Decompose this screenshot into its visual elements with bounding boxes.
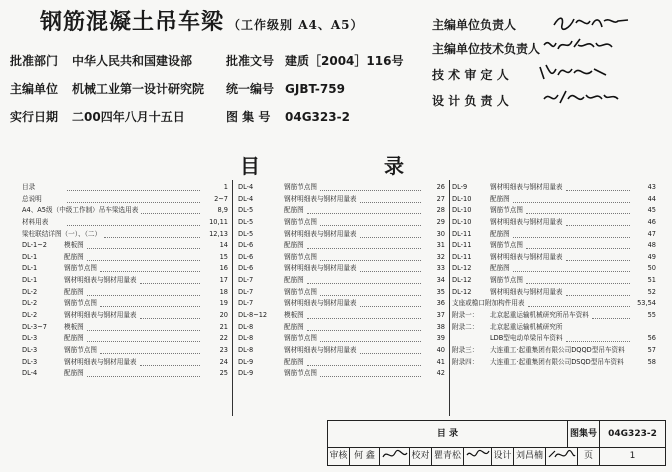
- toc-entry[interactable]: [452, 263, 656, 275]
- toc-entry-code: DL-8: [238, 322, 254, 331]
- toc-entry-title: 模板图: [64, 241, 84, 250]
- toc-leader-dots: [87, 368, 200, 377]
- toc-entry-title: 配筋图: [490, 194, 510, 203]
- toc-leader-dots: [592, 310, 630, 319]
- toc-leader-dots: [320, 333, 421, 342]
- toc-entry-code: DL-1: [22, 252, 38, 261]
- toc-entry[interactable]: [22, 252, 228, 264]
- toc-entry-code: DL-6: [238, 241, 254, 250]
- toc-entry-title: 钢筋节点图: [284, 369, 317, 378]
- toc-entry-code: DL-10: [452, 194, 472, 203]
- toc-leader-dots: [526, 240, 630, 249]
- toc-entry-page: 10,11: [209, 217, 228, 226]
- toc-entry-title: 钢材明细表与钢材用量表: [490, 183, 563, 191]
- toc-entry[interactable]: [238, 333, 445, 345]
- toc-entry-page: 29: [436, 217, 445, 226]
- toc-column-1: [22, 182, 228, 380]
- toc-entry-code: DL-7: [238, 287, 254, 296]
- toc-entry-code: DL-10: [452, 217, 472, 226]
- toc-entry-page: 2~7: [214, 194, 228, 203]
- toc-entry[interactable]: [22, 333, 228, 345]
- toc-leader-dots: [87, 322, 200, 331]
- toc-entry-title: 北京起重运输机械研究所: [490, 322, 563, 331]
- toc-leader-dots: [566, 217, 630, 226]
- toc-entry-page: 41: [436, 357, 445, 366]
- toc-leader-dots: [320, 368, 421, 377]
- toc-entry-code: DL-4: [238, 183, 254, 191]
- toc-entry-page: 28: [436, 206, 445, 215]
- toc-entry-title: 钢材明细表与钢材用量表: [284, 264, 357, 273]
- design-signature-mark: [547, 447, 577, 463]
- toc-column-3: [452, 182, 656, 368]
- info-approval-dept: 批准部门 中华人民共和国建设部: [10, 54, 193, 68]
- toc-entry-page: 58: [647, 357, 656, 366]
- toc-leader-dots: [320, 182, 421, 191]
- toc-entry-code: DL-4: [22, 369, 38, 378]
- toc-entry-code: DL-8: [238, 345, 254, 354]
- toc-entry-page: 30: [436, 229, 445, 238]
- toc-entry-title: 钢筋节点图: [490, 241, 523, 250]
- toc-entry-code: DL-2: [22, 311, 38, 320]
- toc-entry[interactable]: [22, 298, 228, 310]
- toc-entry-page: 32: [436, 252, 445, 261]
- toc-entry-code: 附录四：: [452, 357, 479, 366]
- toc-entry-code: DL-1: [22, 276, 38, 285]
- toc-leader-dots: [67, 217, 200, 226]
- toc-entry-page: 18: [219, 287, 228, 296]
- toc-entry-code: DL-2: [22, 299, 38, 308]
- toc-leader-dots: [307, 357, 421, 366]
- review-signature-mark: [381, 447, 409, 463]
- toc-entry[interactable]: [238, 263, 445, 275]
- toc-leader-dots: [87, 252, 200, 261]
- title-block-design-signature: [546, 447, 578, 465]
- toc-leader-dots: [360, 229, 421, 238]
- toc-entry-code: DL-1~2: [22, 241, 47, 250]
- toc-entry-code: DL-3~7: [22, 322, 47, 331]
- toc-entry-code: DL-8~12: [238, 311, 268, 320]
- toc-entry-page: 12,13: [209, 229, 228, 238]
- toc-entry[interactable]: [238, 240, 445, 252]
- toc-leader-dots: [87, 240, 200, 249]
- toc-entry-code: DL-8: [238, 334, 254, 343]
- toc-entry[interactable]: [452, 240, 656, 252]
- toc-entry[interactable]: [238, 194, 445, 206]
- toc-entry-page: 22: [219, 334, 228, 343]
- toc-entry-page: 49: [647, 252, 656, 261]
- toc-entry[interactable]: [22, 322, 228, 334]
- toc-entry-page: 17: [219, 276, 228, 285]
- toc-entry-title: 配筋图: [64, 252, 84, 261]
- toc-entry-title: LDB型电动单梁吊车资料: [490, 334, 563, 343]
- toc-entry-title: 模板图: [284, 311, 304, 320]
- toc-entry[interactable]: [452, 275, 656, 287]
- signature-tech-chief: [540, 35, 618, 57]
- toc-leader-dots: [513, 194, 630, 203]
- title-block-design-label: 设计: [492, 447, 514, 465]
- toc-leader-dots: [360, 345, 421, 354]
- toc-entry[interactable]: [452, 205, 656, 217]
- toc-entry[interactable]: [238, 357, 445, 369]
- toc-entry-page: 27: [436, 194, 445, 203]
- toc-entry-title: 配筋图: [64, 334, 84, 343]
- toc-entry-title: 大连重工·起重集团有限公司DQQD型吊车资料: [490, 345, 625, 354]
- toc-leader-dots: [528, 298, 630, 307]
- toc-entry-code: 目录: [22, 183, 36, 191]
- toc-entry-code: DL-4: [238, 194, 254, 203]
- info-unified-no: 统一编号 GJBT-759: [226, 82, 345, 96]
- title-block-check-signature: [464, 447, 492, 465]
- toc-entry[interactable]: [22, 310, 228, 322]
- toc-leader-dots: [566, 182, 630, 191]
- toc-entry-title: 配筋图: [64, 369, 84, 378]
- toc-entry[interactable]: [452, 333, 656, 345]
- toc-leader-dots: [307, 275, 421, 284]
- toc-entry[interactable]: [22, 182, 228, 194]
- toc-entry[interactable]: [452, 252, 656, 264]
- toc-entry-title: 配筋图: [490, 264, 510, 273]
- toc-leader-dots: [526, 205, 630, 214]
- toc-entry-title: 钢材明细表与钢材用量表: [490, 217, 563, 226]
- toc-entry-page: 34: [436, 276, 445, 285]
- toc-leader-dots: [104, 229, 200, 238]
- toc-leader-dots: [320, 252, 421, 261]
- toc-entry-page: 55: [647, 311, 656, 320]
- toc-entry-title: 钢筋节点图: [284, 287, 317, 296]
- toc-entry-title: 钢材明细表与钢材用量表: [284, 345, 357, 354]
- toc-entry-title: 钢筋节点图: [64, 345, 97, 354]
- toc-leader-dots: [100, 345, 200, 354]
- toc-heading-left: 目: [240, 154, 260, 178]
- toc-entry-page: 37: [436, 311, 445, 320]
- responsible-design-lead: 设 计 负 责 人: [432, 92, 509, 110]
- toc-entry-title: 配筋图: [490, 229, 510, 238]
- toc-entry-code: DL-1: [22, 264, 38, 273]
- title-block-review-signature: [380, 447, 410, 465]
- toc-entry-code: 附录二：: [452, 322, 479, 331]
- signature-chief: [552, 11, 630, 33]
- toc-entry-title: 钢筋节点图: [490, 206, 523, 215]
- toc-entry[interactable]: [452, 182, 656, 194]
- toc-entry-code: DL-6: [238, 252, 254, 261]
- toc-leader-dots: [307, 205, 421, 214]
- signature-tech-reviewer: [536, 61, 614, 83]
- toc-entry-page: 50: [647, 264, 656, 273]
- toc-entry-page: 57: [647, 345, 656, 354]
- toc-leader-dots: [307, 322, 421, 331]
- toc-entry-page: 19: [219, 299, 228, 308]
- toc-entry-page: 26: [436, 183, 445, 191]
- toc-entry-page: 35: [436, 287, 445, 296]
- toc-entry[interactable]: [22, 275, 228, 287]
- toc-entry-page: 42: [436, 369, 445, 378]
- toc-entry-code: DL-11: [452, 241, 472, 250]
- toc-leader-dots: [320, 287, 421, 296]
- toc-leader-dots: [566, 333, 630, 342]
- toc-entry-title: 配筋图: [284, 206, 304, 215]
- toc-entry-title: 钢筋节点图: [284, 252, 317, 261]
- toc-entry[interactable]: [238, 287, 445, 299]
- toc-entry-page: 44: [647, 194, 656, 203]
- toc-leader-dots: [67, 182, 200, 191]
- toc-entry[interactable]: [22, 368, 228, 380]
- toc-entry-code: 附录三：: [452, 345, 479, 354]
- toc-entry-code: DL-3: [22, 345, 38, 354]
- toc-entry-title: 配筋图: [64, 287, 84, 296]
- toc-entry-title: 钢材明细表与钢材用量表: [284, 229, 357, 238]
- toc-entry[interactable]: [22, 357, 228, 369]
- toc-entry[interactable]: [22, 287, 228, 299]
- signature-design-lead: [542, 87, 620, 109]
- toc-leader-dots: [566, 287, 630, 296]
- toc-entry-title: 配筋图: [284, 276, 304, 285]
- toc-entry-page: 15: [219, 252, 228, 261]
- toc-entry-code: DL-6: [238, 264, 254, 273]
- toc-entry-page: 16: [219, 264, 228, 273]
- toc-entry-code: DL-12: [452, 264, 472, 273]
- toc-entry[interactable]: [238, 298, 445, 310]
- title-block-check-label: 校对: [410, 447, 432, 465]
- toc-entry-code: 总说明: [22, 194, 42, 203]
- toc-entry-title: 北京起重运输机械研究所吊车资料: [490, 311, 589, 320]
- toc-leader-dots: [513, 229, 630, 238]
- toc-entry[interactable]: [22, 229, 228, 241]
- toc-entry-page: 23: [219, 345, 228, 354]
- title-block-page-label: 页: [578, 447, 600, 465]
- responsible-tech-reviewer: 技 术 审 定 人: [432, 66, 509, 84]
- toc-entry[interactable]: [238, 368, 445, 380]
- toc-leader-dots: [360, 263, 421, 272]
- toc-entry-code: 附录一：: [452, 311, 479, 320]
- toc-entry-title: 配筋图: [284, 322, 304, 331]
- toc-entry-title: 钢材明细表与钢材用量表: [64, 311, 137, 320]
- toc-entry-page: 46: [647, 217, 656, 226]
- toc-leader-dots: [320, 217, 421, 226]
- toc-entry-title: 钢筋节点图: [284, 217, 317, 226]
- title-block-title: 目 录: [328, 421, 568, 447]
- toc-entry-page: 33: [436, 264, 445, 273]
- toc-entry[interactable]: [238, 322, 445, 334]
- toc-entry[interactable]: [238, 217, 445, 229]
- toc-entry[interactable]: [238, 275, 445, 287]
- toc-entry-code: DL-12: [452, 287, 472, 296]
- info-effective-date: 实行日期 二00四年八月十五日: [10, 110, 185, 124]
- title-block-page-no: 1: [629, 451, 636, 461]
- toc-entry-code: DL-7: [238, 299, 254, 308]
- toc-entry-code: DL-9: [238, 357, 254, 366]
- toc-entry-page: 43: [647, 183, 656, 191]
- responsible-chief: 主编单位负责人: [432, 16, 516, 34]
- toc-entry-title: 钢筋节点图: [64, 299, 97, 308]
- toc-entry-page: 24: [219, 357, 228, 366]
- toc-leader-dots: [87, 287, 200, 296]
- toc-entry[interactable]: [238, 345, 445, 357]
- toc-heading-right: 录: [384, 154, 404, 178]
- toc-entry[interactable]: [238, 252, 445, 264]
- toc-entry[interactable]: [452, 287, 656, 299]
- toc-leader-dots: [140, 275, 200, 284]
- toc-leader-dots: [67, 194, 200, 203]
- toc-entry-code: DL-11: [452, 229, 472, 238]
- title-block-check-name: 瞿青松: [432, 447, 464, 465]
- toc-entry-code: DL-10: [452, 206, 472, 215]
- toc-leader-dots: [307, 310, 421, 319]
- toc-entry-page: 25: [219, 369, 228, 378]
- toc-entry[interactable]: [452, 345, 656, 357]
- toc-leader-dots: [360, 298, 421, 307]
- toc-entry-page: 53,54: [637, 299, 656, 308]
- toc-entry[interactable]: [238, 182, 445, 194]
- info-atlas-no: 图 集 号 04G323-2: [226, 110, 350, 124]
- toc-entry-page: 21: [219, 322, 228, 331]
- title-block-atlas-label: 图集号: [568, 421, 600, 447]
- toc-entry-page: 1: [223, 183, 228, 191]
- toc-entry-title: 配筋图: [284, 241, 304, 250]
- title-block-review-label: 审核: [328, 447, 350, 465]
- toc-entry-title: 钢材明细表与钢材用量表: [64, 357, 137, 366]
- toc-entry-code: DL-7: [238, 276, 254, 285]
- toc-entry-title: 钢材明细表与钢材用量表: [490, 252, 563, 261]
- toc-entry-code: DL-3: [22, 334, 38, 343]
- toc-entry-page: 14: [219, 241, 228, 250]
- toc-entry-page: 8,9: [217, 206, 228, 215]
- toc-leader-dots: [141, 205, 200, 214]
- toc-entry-page: 38: [436, 322, 445, 331]
- toc-entry[interactable]: [238, 229, 445, 241]
- toc-leader-dots: [100, 263, 200, 272]
- toc-entry-title: 钢筋节点图: [64, 264, 97, 273]
- toc-entry[interactable]: [22, 345, 228, 357]
- toc-entry[interactable]: [238, 205, 445, 217]
- toc-entry[interactable]: [452, 298, 656, 310]
- toc-entry-code: DL-9: [452, 183, 468, 191]
- atlas-subtitle: （工作级别 A4、A5）: [228, 18, 364, 32]
- toc-entry-page: 47: [647, 229, 656, 238]
- toc-entry-title: 钢材明细表与钢材用量表: [284, 194, 357, 203]
- check-signature-mark: [465, 447, 491, 463]
- toc-entry-code: 梁柱联结详图（一）、（二）: [22, 229, 102, 238]
- title-block-design-name: 刘昌楠: [514, 447, 546, 465]
- toc-entry-title: 大连重工·起重集团有限公司DSQD型吊车资料: [490, 357, 624, 366]
- toc-entry-page: 56: [647, 334, 656, 343]
- responsible-tech-chief: 主编单位技术负责人: [432, 40, 540, 58]
- toc-entry-code: DL-5: [238, 229, 254, 238]
- toc-entry[interactable]: [22, 263, 228, 275]
- toc-entry[interactable]: [452, 357, 656, 369]
- toc-entry[interactable]: [452, 194, 656, 206]
- title-block-atlas-no: 04G323-2: [608, 429, 657, 439]
- toc-entry-title: 配筋图: [284, 357, 304, 366]
- toc-entry-code: 材料用表: [22, 217, 49, 226]
- toc-leader-dots: [140, 357, 200, 366]
- toc-entry[interactable]: [22, 240, 228, 252]
- toc-entry-code: 支座或檐口附加构件用表: [452, 299, 525, 308]
- toc-entry-code: DL-12: [452, 276, 472, 285]
- toc-entry-code: DL-3: [22, 357, 38, 366]
- toc-entry-title: 钢材明细表与钢材用量表: [64, 276, 137, 285]
- toc-entry-page: 48: [647, 241, 656, 250]
- atlas-title: [40, 5, 364, 36]
- toc-entry[interactable]: [452, 217, 656, 229]
- toc-leader-dots: [87, 333, 200, 342]
- toc-entry-title: 钢筋节点图: [284, 334, 317, 343]
- toc-entry-title: 钢材明细表与钢材用量表: [284, 299, 357, 308]
- toc-entry-code: DL-5: [238, 217, 254, 226]
- info-approval-no: 批准文号 建质［2004］116号: [226, 54, 404, 68]
- toc-entry-page: 31: [436, 241, 445, 250]
- info-editor-unit: 主编单位 机械工业第一设计研究院: [10, 82, 205, 96]
- toc-entry-code: A4、A5级（中级工作制）吊车梁选用表: [22, 206, 139, 215]
- toc-entry[interactable]: [452, 322, 656, 334]
- toc-leader-dots: [526, 275, 630, 284]
- title-block-review-name: 何 鑫: [350, 447, 380, 465]
- toc-entry-title: 模板图: [64, 322, 84, 331]
- toc-entry[interactable]: [452, 229, 656, 241]
- toc-leader-dots: [140, 310, 200, 319]
- toc-entry-title: 钢材明细表与钢材用量表: [490, 287, 563, 296]
- toc-entry-page: 20: [219, 311, 228, 320]
- toc-entry[interactable]: [452, 310, 656, 322]
- toc-entry-page: 52: [647, 287, 656, 296]
- toc-leader-dots: [513, 263, 630, 272]
- toc-entry-page: 51: [647, 276, 656, 285]
- toc-entry-code: DL-9: [238, 369, 254, 378]
- toc-entry-code: DL-2: [22, 287, 38, 296]
- toc-col-divider-1: [232, 180, 233, 416]
- toc-entry[interactable]: [22, 205, 228, 217]
- toc-entry-code: DL-11: [452, 252, 472, 261]
- toc-entry-page: 36: [436, 299, 445, 308]
- toc-entry-page: 40: [436, 345, 445, 354]
- toc-entry-page: 45: [647, 206, 656, 215]
- toc-entry-title: 钢筋节点图: [284, 183, 317, 191]
- toc-leader-dots: [100, 298, 200, 307]
- toc-entry-page: 39: [436, 334, 445, 343]
- toc-entry[interactable]: [238, 310, 445, 322]
- toc-leader-dots: [566, 252, 630, 261]
- toc-leader-dots: [360, 194, 421, 203]
- toc-entry[interactable]: [22, 194, 228, 206]
- toc-col-divider-2: [449, 180, 450, 416]
- toc-entry[interactable]: [22, 217, 228, 229]
- toc-entry-code: DL-5: [238, 206, 254, 215]
- toc-column-2: [238, 182, 445, 380]
- toc-leader-dots: [307, 240, 421, 249]
- toc-entry-title: 钢筋节点图: [490, 276, 523, 285]
- atlas-title-text: 钢筋混凝土吊车梁: [40, 9, 225, 35]
- title-block: [327, 420, 666, 466]
